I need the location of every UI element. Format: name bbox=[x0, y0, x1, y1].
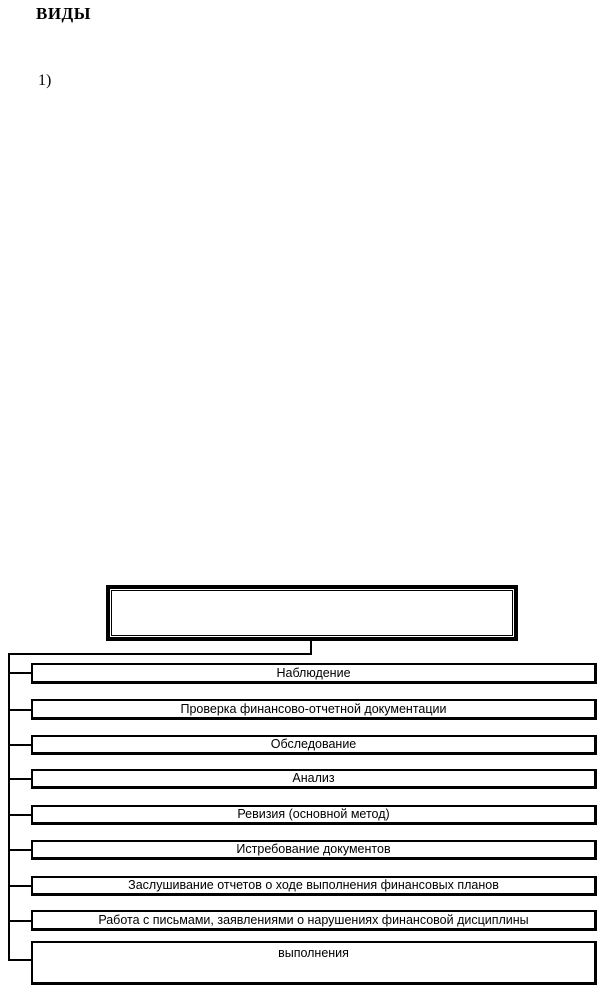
connector-branch-4 bbox=[8, 778, 31, 780]
method-box-observation bbox=[31, 663, 597, 684]
method-box-survey bbox=[31, 735, 597, 755]
connector-branch-9 bbox=[8, 959, 31, 961]
method-label: Заслушивание отчетов о ходе выполнения финансовых планов bbox=[128, 878, 499, 893]
method-label: Наблюдение bbox=[276, 665, 351, 680]
method-box-analysis bbox=[31, 769, 597, 789]
connector-branch-8 bbox=[8, 920, 31, 922]
method-label: Обследование bbox=[270, 737, 357, 752]
connector-branch-7 bbox=[8, 885, 31, 887]
method-box-document-request bbox=[31, 840, 597, 860]
connector-top-horizontal bbox=[8, 653, 312, 655]
method-label: Работа с письмами, заявлениями о нарушениях финансовой дисциплины bbox=[98, 912, 529, 927]
method-box-report-hearing bbox=[31, 876, 597, 896]
connector-branch-3 bbox=[8, 744, 31, 746]
method-label: Истребование документов bbox=[236, 842, 391, 857]
connector-branch-6 bbox=[8, 849, 31, 851]
connector-branch-2 bbox=[8, 709, 31, 711]
page-heading: ВИДЫ bbox=[36, 4, 91, 23]
method-label: Проверка финансово-отчетной документации bbox=[180, 701, 447, 716]
connector-branch-1 bbox=[8, 672, 31, 674]
connector-trunk bbox=[8, 653, 10, 961]
list-item-number: 1) bbox=[38, 72, 52, 89]
method-label: Ревизия (основной метод) bbox=[237, 807, 390, 822]
method-label: выполнения bbox=[278, 946, 349, 960]
diagram-title-box bbox=[106, 585, 518, 641]
connector-branch-5 bbox=[8, 814, 31, 816]
method-box-letters bbox=[31, 910, 597, 931]
method-box-audit bbox=[31, 805, 597, 825]
method-box-document-check bbox=[31, 699, 597, 720]
method-label: Анализ bbox=[292, 771, 335, 786]
method-box-execution bbox=[31, 941, 597, 985]
